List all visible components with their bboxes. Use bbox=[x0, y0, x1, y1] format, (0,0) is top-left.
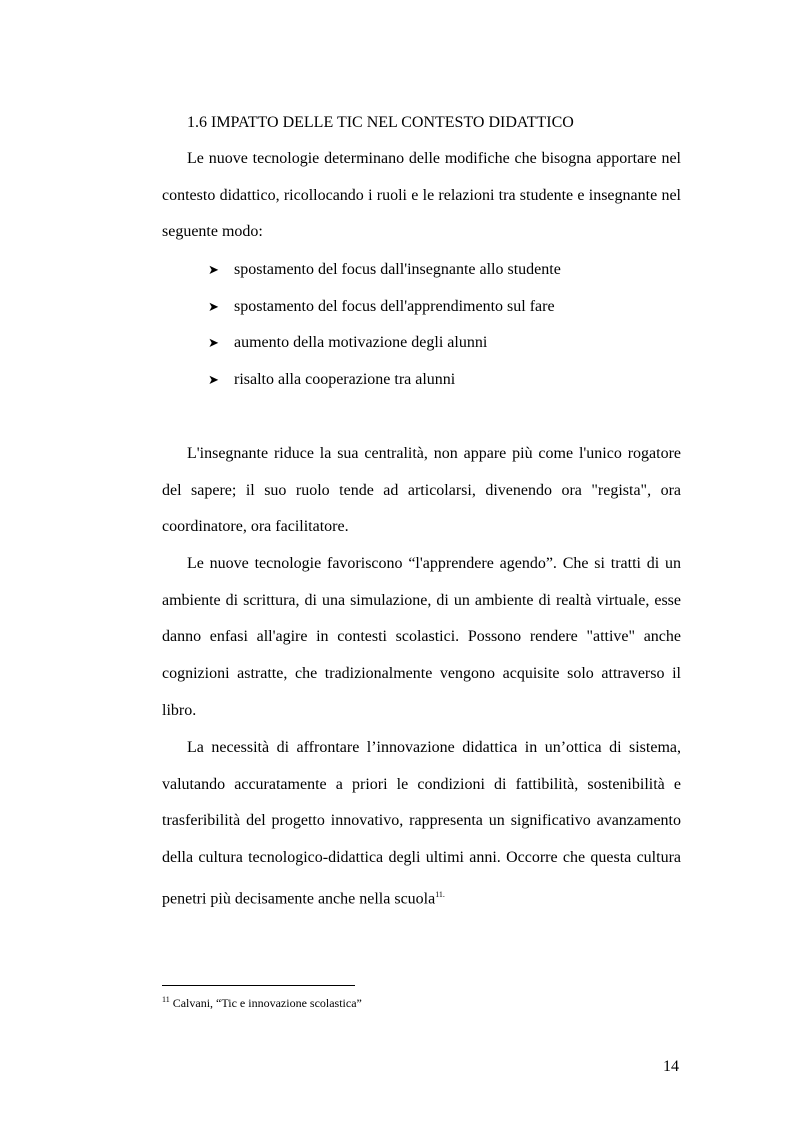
list-item-text: aumento della motivazione degli alunni bbox=[234, 334, 488, 351]
footnote-text: Calvani, “Tic e innovazione scolastica” bbox=[172, 996, 362, 1010]
intro-paragraph: Le nuove tecnologie determinano delle modifiche che bisogna apportare nel contesto didattico, ricollocando i ruoli e le relazioni tra studente e insegnante nel seguente modo: bbox=[162, 150, 681, 241]
innovation-paragraph bbox=[162, 730, 681, 918]
list-item-text: spostamento del focus dell'apprendimento sul fare bbox=[234, 297, 555, 315]
bullet-list bbox=[208, 255, 561, 401]
arrowhead-bullet-icon: ➤ bbox=[208, 263, 219, 278]
footnote-marker: 11 bbox=[162, 995, 170, 1004]
footnote bbox=[162, 992, 362, 1011]
arrowhead-bullet-icon: ➤ bbox=[208, 372, 219, 388]
list-item-text: spostamento del focus dall'insegnante allo studente bbox=[234, 261, 561, 278]
list-item bbox=[208, 292, 561, 329]
list-item-text: risalto alla cooperazione tra alunni bbox=[234, 370, 456, 388]
page-number: 14 bbox=[663, 1058, 679, 1075]
teacher-role-paragraph: L'insegnante riduce la sua centralità, non appare più come l'unico rogatore del sapere; il suo ruolo tende ad articolarsi, divenendo ora "regista", ora coordinatore, ora facilitatore. bbox=[162, 445, 681, 536]
list-item bbox=[208, 328, 561, 365]
innovation-paragraph-text: La necessità di affrontare l’innovazione didattica in un’ottica di sistema, valutando accuratamente a priori le condizioni di fattibilità, sostenibilità e trasferibilità del progetto innovativo, rappresenta un significativo avanzamento della cultura tecnologico-didattica degli ultimi anni. Occorre che questa cultura penetri più decisamente anche nella scuola bbox=[162, 739, 681, 908]
footnote-separator bbox=[162, 985, 355, 986]
arrowhead-bullet-icon: ➤ bbox=[208, 336, 219, 351]
arrowhead-bullet-icon: ➤ bbox=[208, 299, 219, 315]
list-item bbox=[208, 365, 561, 402]
section-heading: 1.6 IMPATTO DELLE TIC NEL CONTESTO DIDATTICO bbox=[187, 114, 574, 131]
learning-by-doing-paragraph: Le nuove tecnologie favoriscono “l'apprendere agendo”. Che si tratti di un ambiente di scrittura, di una simulazione, di un ambiente di realtà virtuale, esse danno enfasi all'agire in contesti scolastici. Possono rendere "attive" anche cognizioni astratte, che tradizionalmente vengono acquisite solo attraverso il libro. bbox=[162, 555, 681, 719]
list-item bbox=[208, 255, 561, 292]
footnote-reference[interactable]: 11. bbox=[435, 889, 445, 899]
